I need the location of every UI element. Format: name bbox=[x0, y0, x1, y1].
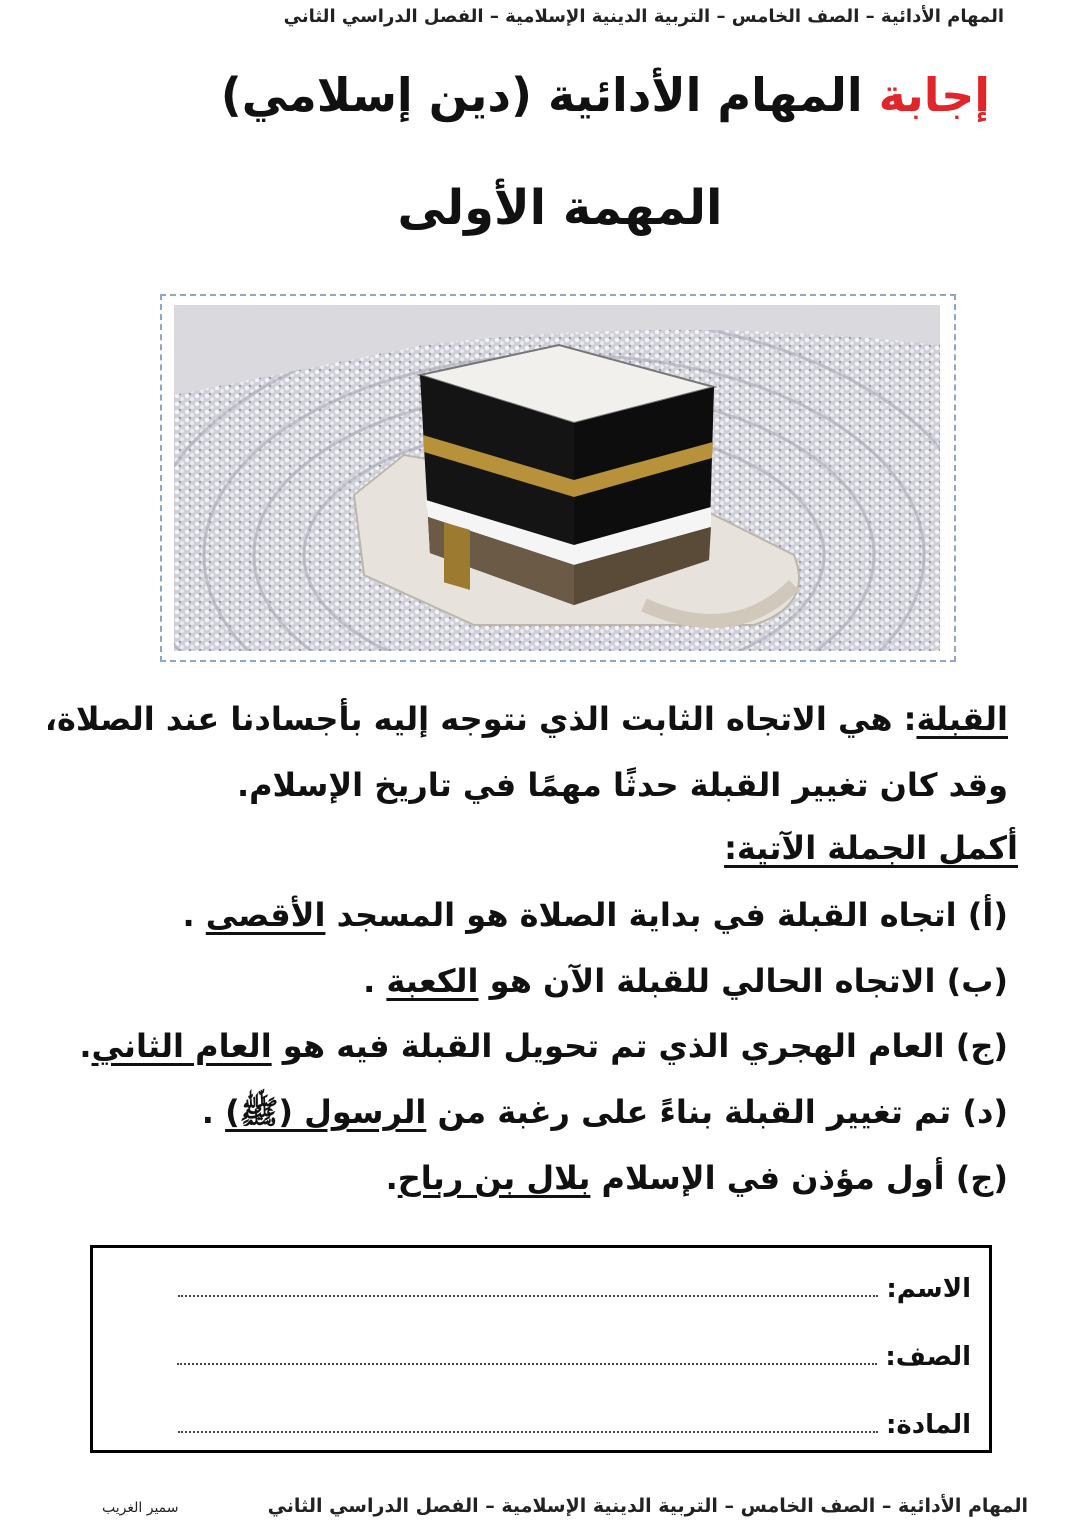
kaaba-photo-frame bbox=[160, 294, 956, 662]
definition-term: القبلة bbox=[916, 700, 1008, 738]
question-d-answer: الرسول (ﷺ) bbox=[225, 1093, 427, 1131]
question-e-text: (ج) أول مؤذن في الإسلام bbox=[590, 1159, 1008, 1197]
task-title: المهمة الأولى bbox=[397, 180, 723, 236]
question-b-text: (ب) الاتجاه الحالي للقبلة الآن هو bbox=[478, 962, 1008, 1000]
page-footer: المهام الأدائية – الصف الخامس – التربية الدينية الإسلامية – الفصل الدراسي الثاني bbox=[267, 1495, 1028, 1517]
question-c-text: (ج) العام الهجري الذي تم تحويل القبلة فيه هو bbox=[271, 1027, 1008, 1065]
class-label: الصف: bbox=[885, 1342, 971, 1372]
question-e bbox=[68, 1159, 1008, 1197]
kaaba-photo bbox=[174, 305, 940, 651]
question-b-suffix: . bbox=[363, 962, 387, 1000]
student-info-box bbox=[90, 1245, 992, 1453]
question-c bbox=[68, 1027, 1008, 1065]
question-a-suffix: . bbox=[182, 896, 206, 934]
title-rest: المهام الأدائية (دين إسلامي) bbox=[220, 68, 863, 122]
question-a-answer: الأقصى bbox=[205, 896, 326, 934]
question-c-suffix: . bbox=[79, 1027, 92, 1065]
question-a bbox=[68, 896, 1008, 934]
page-header: المهام الأدائية – الصف الخامس – التربية الدينية الإسلامية – الفصل الدراسي الثاني bbox=[283, 6, 1004, 27]
name-label: الاسم: bbox=[886, 1274, 971, 1304]
question-e-suffix: . bbox=[385, 1159, 398, 1197]
question-d bbox=[68, 1093, 1008, 1131]
question-e-answer: بلال بن رباح bbox=[397, 1159, 591, 1197]
question-d-suffix: . bbox=[201, 1093, 226, 1131]
name-blank[interactable] bbox=[178, 1294, 878, 1297]
subject-blank[interactable] bbox=[178, 1430, 878, 1433]
name-field[interactable] bbox=[178, 1274, 971, 1304]
subject-label: المادة: bbox=[886, 1410, 971, 1440]
question-b-answer: الكعبة bbox=[386, 962, 479, 1000]
author-name: سمير الغريب bbox=[102, 1500, 179, 1516]
instruction bbox=[78, 829, 1018, 867]
question-b bbox=[68, 962, 1008, 1000]
definition-line-1 bbox=[44, 700, 1008, 738]
class-blank[interactable] bbox=[177, 1362, 877, 1365]
definition-line-2: وقد كان تغيير القبلة حدثًا مهمًا في تاريخ الإسلام. bbox=[236, 766, 1008, 804]
instruction-text: أكمل الجملة الآتية: bbox=[724, 829, 1018, 867]
class-field[interactable] bbox=[177, 1342, 971, 1372]
subject-field[interactable] bbox=[178, 1410, 971, 1440]
title-accent-word: إجابة bbox=[878, 68, 990, 122]
question-a-text: (أ) اتجاه القبلة في بداية الصلاة هو المسجد bbox=[325, 896, 1008, 934]
page-title bbox=[210, 66, 990, 126]
question-d-text: (د) تم تغيير القبلة بناءً على رغبة من bbox=[426, 1093, 1008, 1131]
definition-text: : هي الاتجاه الثابت الذي نتوجه إليه بأجسادنا عند الصلاة، bbox=[44, 700, 917, 738]
question-c-answer: العام الثاني bbox=[91, 1027, 272, 1065]
